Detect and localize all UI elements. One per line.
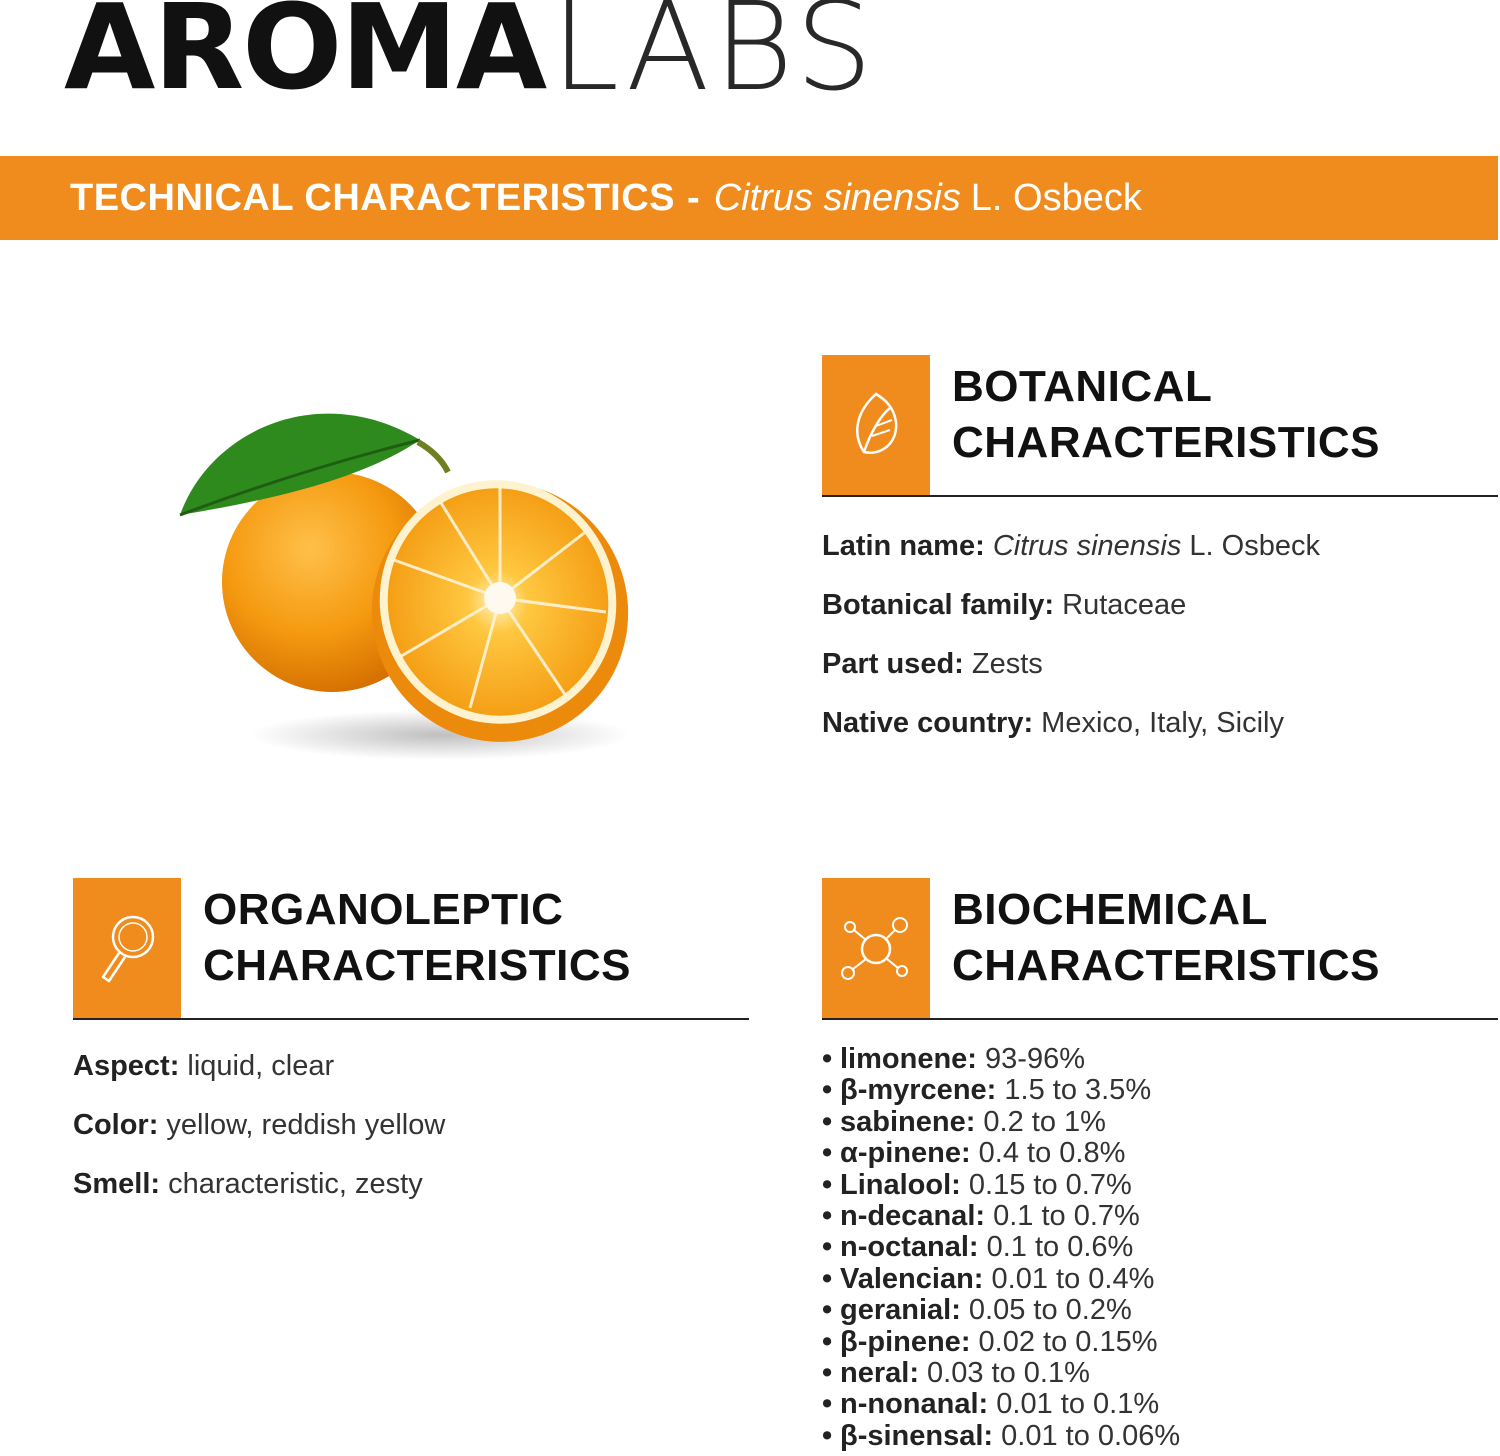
bullet: • bbox=[822, 1294, 833, 1327]
leaf-icon bbox=[850, 390, 902, 462]
compound-value: 0.2 to 1% bbox=[975, 1105, 1106, 1138]
part-used-row bbox=[822, 648, 1320, 707]
compound-name: α-pinene: bbox=[840, 1137, 971, 1170]
latin-name-row bbox=[822, 530, 1320, 589]
brand-logo-light: LABS bbox=[551, 0, 877, 118]
biochemical-icon-box bbox=[822, 878, 930, 1020]
native-country-row bbox=[822, 707, 1320, 766]
smell-row bbox=[73, 1168, 445, 1227]
compound-name: geranial: bbox=[840, 1294, 961, 1327]
compound-name: Valencian: bbox=[840, 1262, 984, 1295]
latin-name-label: Latin name: bbox=[822, 530, 985, 562]
native-country-value: Mexico, Italy, Sicily bbox=[1033, 707, 1284, 739]
biochemical-divider bbox=[822, 1018, 1498, 1020]
organoleptic-title-line2: CHARACTERISTICS bbox=[203, 941, 631, 990]
bullet: • bbox=[822, 1137, 833, 1170]
bullet: • bbox=[822, 1388, 833, 1421]
title-banner bbox=[0, 156, 1498, 240]
compound-value: 0.15 to 0.7% bbox=[960, 1168, 1132, 1201]
botanical-title-line2: CHARACTERISTICS bbox=[952, 418, 1380, 467]
compound-name: n-octanal: bbox=[840, 1231, 979, 1264]
compound-value: 0.01 to 0.4% bbox=[983, 1262, 1155, 1295]
aspect-value: liquid, clear bbox=[179, 1050, 335, 1082]
compound-value: 0.1 to 0.6% bbox=[978, 1231, 1134, 1264]
compound-value: 0.05 to 0.2% bbox=[960, 1294, 1132, 1327]
compound-value: 0.03 to 0.1% bbox=[918, 1357, 1090, 1390]
color-label: Color: bbox=[73, 1109, 159, 1141]
bullet: • bbox=[822, 1105, 833, 1138]
compound-value: 0.02 to 0.15% bbox=[970, 1325, 1158, 1358]
list-item bbox=[822, 1170, 1180, 1201]
bullet: • bbox=[822, 1168, 833, 1201]
bullet: • bbox=[822, 1419, 833, 1452]
latin-name-author: L. Osbeck bbox=[1181, 530, 1320, 562]
bullet: • bbox=[822, 1357, 833, 1390]
bullet: • bbox=[822, 1325, 833, 1358]
compound-name: limonene: bbox=[840, 1043, 977, 1075]
botanical-family-value: Rutaceae bbox=[1054, 589, 1187, 621]
organoleptic-title bbox=[203, 878, 631, 1020]
organoleptic-header bbox=[73, 878, 749, 1020]
aspect-row bbox=[73, 1050, 445, 1109]
banner-title: TECHNICAL CHARACTERISTICS bbox=[70, 176, 676, 219]
list-item bbox=[822, 1295, 1180, 1326]
organoleptic-title-line1: ORGANOLEPTIC bbox=[203, 885, 564, 934]
bullet: • bbox=[822, 1043, 833, 1075]
list-item bbox=[822, 1232, 1180, 1263]
compound-value: 0.01 to 0.1% bbox=[988, 1388, 1160, 1421]
biochemical-title bbox=[952, 878, 1380, 1020]
smell-label: Smell: bbox=[73, 1168, 161, 1200]
list-item bbox=[822, 1075, 1180, 1106]
list-item bbox=[822, 1358, 1180, 1389]
list-item bbox=[822, 1044, 1180, 1075]
organoleptic-fields bbox=[73, 1050, 445, 1227]
bullet: • bbox=[822, 1074, 833, 1107]
list-item bbox=[822, 1107, 1180, 1138]
banner-latin-name: Citrus sinensis bbox=[713, 176, 961, 219]
compound-name: n-nonanal: bbox=[840, 1388, 989, 1421]
compound-name: n-decanal: bbox=[840, 1200, 986, 1233]
organoleptic-icon-box bbox=[73, 878, 181, 1020]
magnifier-icon bbox=[95, 911, 159, 987]
bullet: • bbox=[822, 1262, 833, 1295]
list-item bbox=[822, 1264, 1180, 1295]
compound-value: 0.1 to 0.7% bbox=[985, 1200, 1140, 1233]
compound-name: neral: bbox=[840, 1357, 919, 1390]
biochemical-list bbox=[822, 1044, 1180, 1452]
compound-name: β-myrcene: bbox=[840, 1074, 997, 1107]
botanical-header bbox=[822, 355, 1498, 497]
molecule-icon bbox=[840, 913, 912, 985]
native-country-label: Native country: bbox=[822, 707, 1034, 739]
compound-name: β-sinensal: bbox=[840, 1419, 994, 1452]
compound-value: 0.4 to 0.8% bbox=[970, 1137, 1126, 1170]
list-item bbox=[822, 1389, 1180, 1420]
aspect-label: Aspect: bbox=[73, 1050, 180, 1082]
color-value: yellow, reddish yellow bbox=[158, 1109, 446, 1141]
compound-value: 0.01 to 0.06% bbox=[993, 1419, 1181, 1452]
list-item bbox=[822, 1421, 1180, 1452]
botanical-divider bbox=[822, 495, 1498, 497]
compound-value: 1.5 to 3.5% bbox=[996, 1074, 1152, 1107]
bullet: • bbox=[822, 1200, 833, 1233]
botanical-family-row bbox=[822, 589, 1320, 648]
banner-separator: - bbox=[687, 176, 700, 219]
latin-name-value: Citrus sinensis bbox=[992, 530, 1182, 562]
botanical-family-label: Botanical family: bbox=[822, 589, 1055, 621]
biochemical-header bbox=[822, 878, 1498, 1020]
botanical-title-line1: BOTANICAL bbox=[952, 362, 1213, 411]
compound-name: β-pinene: bbox=[840, 1325, 971, 1358]
brand-logo bbox=[64, 0, 877, 118]
banner-author: L. Osbeck bbox=[970, 176, 1142, 219]
brand-logo-bold: AROMA bbox=[64, 0, 546, 116]
biochemical-title-line1: BIOCHEMICAL bbox=[952, 885, 1268, 934]
part-used-value: Zests bbox=[963, 648, 1043, 680]
botanical-icon-box bbox=[822, 355, 930, 497]
orange-fruit-image bbox=[170, 390, 640, 770]
compound-name: sabinene: bbox=[840, 1105, 976, 1138]
organoleptic-divider bbox=[73, 1018, 749, 1020]
biochemical-title-line2: CHARACTERISTICS bbox=[952, 941, 1380, 990]
botanical-fields bbox=[822, 530, 1320, 766]
botanical-title bbox=[952, 355, 1380, 497]
compound-value: 93-96% bbox=[976, 1043, 1085, 1075]
color-row bbox=[73, 1109, 445, 1168]
compound-name: Linalool: bbox=[840, 1168, 961, 1201]
list-item bbox=[822, 1327, 1180, 1358]
list-item bbox=[822, 1201, 1180, 1232]
list-item bbox=[822, 1138, 1180, 1169]
smell-value: characteristic, zesty bbox=[160, 1168, 423, 1200]
bullet: • bbox=[822, 1231, 833, 1264]
part-used-label: Part used: bbox=[822, 648, 964, 680]
